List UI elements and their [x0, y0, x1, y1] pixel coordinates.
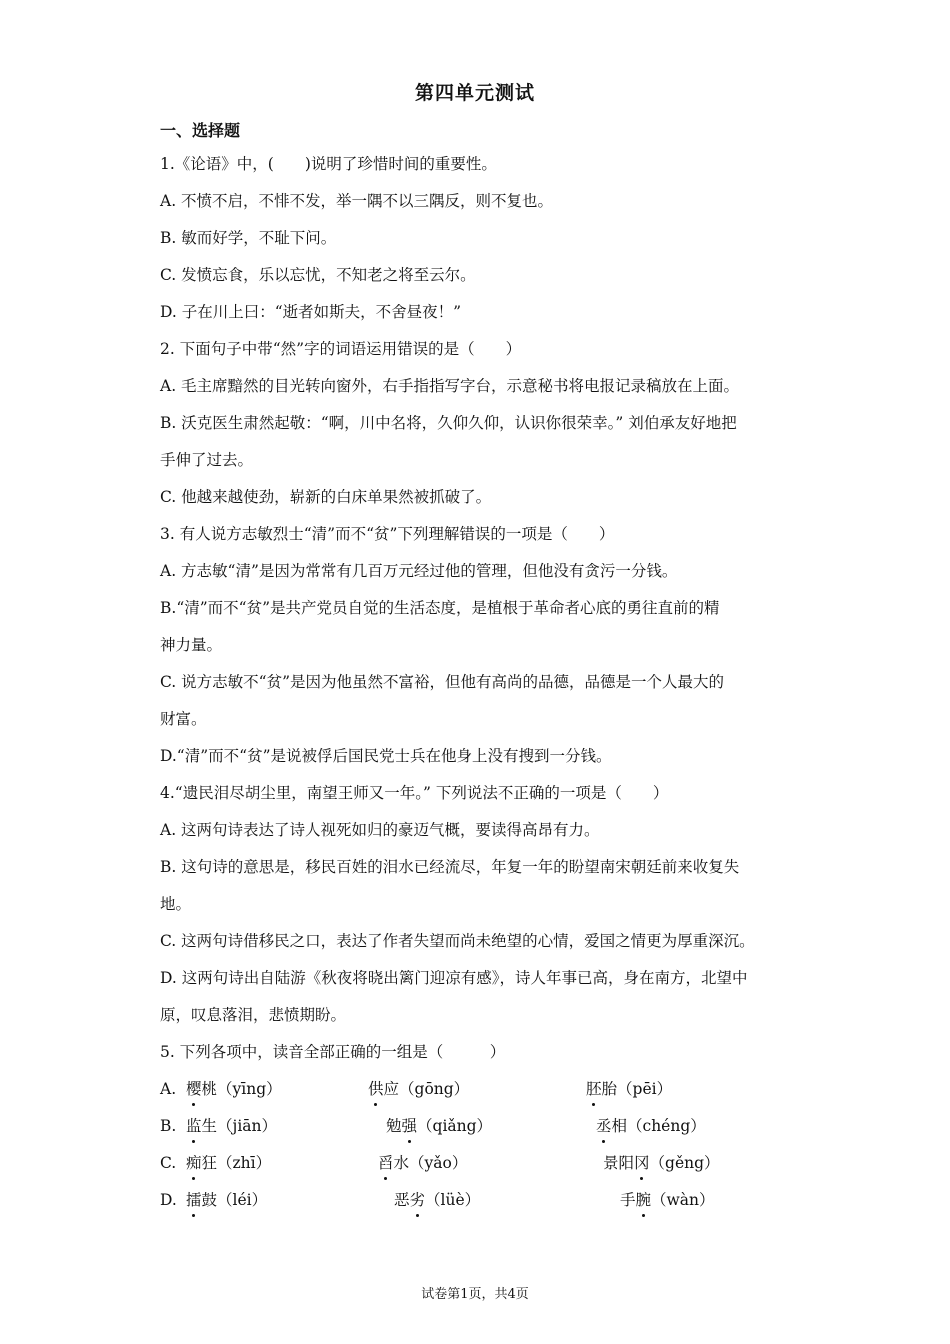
- option-letter: A.: [160, 1080, 177, 1098]
- question-5-option-d: [160, 1182, 800, 1219]
- question-3-option-c: C. 说方志敏不“贫”是因为他虽然不富裕，但他有高尚的品德，品德是一个人最大的: [160, 673, 725, 691]
- dotted-char: 劣: [410, 1182, 426, 1219]
- word-3: [596, 1108, 706, 1145]
- question-3-option-b-cont: 神力量。: [160, 636, 223, 654]
- word-pre: 手: [620, 1191, 636, 1209]
- word-post: 应（gōng）: [383, 1080, 470, 1098]
- dotted-char: 供: [368, 1071, 384, 1108]
- word-post: 狂（zhī）: [201, 1154, 272, 1172]
- word-post: （gěng）: [649, 1154, 720, 1172]
- question-1-option-c: C. 发愤忘食，乐以忘忧，不知老之将至云尔。: [160, 266, 476, 284]
- word-post: （lüè）: [425, 1191, 481, 1209]
- word-1: [186, 1071, 282, 1108]
- question-3-stem: 3. 有人说方志敏烈士“清”而不“贫”下列理解错误的一项是（ ）: [160, 525, 615, 543]
- dotted-char: 擂: [186, 1182, 202, 1219]
- word-pre: 景阳: [603, 1154, 635, 1172]
- question-2-stem: 2. 下面句子中带“然”字的词语运用错误的是（ ）: [160, 340, 522, 358]
- option-letter: C.: [160, 1154, 177, 1172]
- question-2-option-c: C. 他越来越使劲，崭新的白床单果然被抓破了。: [160, 488, 492, 506]
- question-4-option-c: C. 这两句诗借移民之口，表达了作者失望而尚未绝望的心情，爱国之情更为厚重深沉。: [160, 932, 755, 950]
- question-3-option-b: B.“清”而不“贫”是共产党员自觉的生活态度，是植根于革命者心底的勇往直前的精: [160, 599, 720, 617]
- question-5-stem: 5. 下列各项中，读音全部正确的一组是（ ）: [160, 1043, 506, 1061]
- word-2: [368, 1071, 469, 1108]
- word-3: [603, 1145, 720, 1182]
- question-5-option-c: [160, 1145, 800, 1182]
- question-4-stem: 4.“遗民泪尽胡尘里，南望王师又一年。” 下列说法不正确的一项是（ ）: [160, 784, 669, 802]
- question-2-option-b-cont: 手伸了过去。: [160, 451, 254, 469]
- word-1: [186, 1145, 271, 1182]
- word-1: [186, 1182, 267, 1219]
- question-5-option-b: [160, 1108, 800, 1145]
- word-post: 水（yǎo）: [393, 1154, 468, 1172]
- dotted-char: 监: [186, 1108, 202, 1145]
- word-2: [386, 1108, 492, 1145]
- word-post: 鼓（léi）: [201, 1191, 268, 1209]
- word-2: [378, 1145, 467, 1182]
- question-4-option-a: A. 这两句诗表达了诗人视死如归的豪迈气概，要读得高昂有力。: [160, 821, 600, 839]
- question-4-option-b: B. 这句诗的意思是，移民百姓的泪水已经流尽，年复一年的盼望南宋朝廷前来收复失: [160, 858, 740, 876]
- word-post: （wàn）: [651, 1191, 715, 1209]
- page-footer: 试卷第1页，共4页: [421, 1287, 529, 1302]
- word-3: [586, 1071, 672, 1108]
- question-1-stem: 1.《论语》中，( )说明了珍惜时间的重要性。: [160, 155, 497, 173]
- dotted-char: 舀: [378, 1145, 394, 1182]
- word-1: [186, 1108, 277, 1145]
- question-3-option-a: A. 方志敏“清”是因为常常有几百万元经过他的管理，但他没有贪污一分钱。: [160, 562, 678, 580]
- dotted-char: 冈: [634, 1145, 650, 1182]
- question-3-option-c-cont: 财富。: [160, 710, 207, 728]
- option-letter: D.: [160, 1191, 177, 1209]
- word-post: （qiǎng）: [417, 1117, 493, 1135]
- question-2-option-b: B. 沃克医生肃然起敬：“啊，川中名将，久仰久仰，认识你很荣幸。” 刘伯承友好地把: [160, 414, 737, 432]
- question-4-option-b-cont: 地。: [160, 895, 192, 913]
- section-heading: 一、选择题: [160, 121, 241, 140]
- dotted-char: 腕: [636, 1182, 652, 1219]
- word-3: [620, 1182, 715, 1219]
- word-post: 桃（yīng）: [201, 1080, 282, 1098]
- question-1-option-a: A. 不愤不启，不悱不发，举一隅不以三隅反，则不复也。: [160, 192, 554, 210]
- dotted-char: 强: [402, 1108, 418, 1145]
- dotted-char: 樱: [186, 1071, 202, 1108]
- word-post: 生（jiān）: [201, 1117, 278, 1135]
- question-4-option-d-cont: 原，叹息落泪，悲愤期盼。: [160, 1006, 347, 1024]
- question-1-option-d: D. 子在川上曰：“逝者如斯夫，不舍昼夜！”: [160, 303, 462, 321]
- question-1-option-b: B. 敏而好学，不耻下问。: [160, 229, 337, 247]
- option-letter: B.: [160, 1117, 177, 1135]
- dotted-char: 丞: [596, 1108, 612, 1145]
- question-2-option-a: A. 毛主席黯然的目光转向窗外，右手指指写字台，示意秘书将电报记录稿放在上面。: [160, 377, 740, 395]
- dotted-char: 痴: [186, 1145, 202, 1182]
- page-title: 第四单元测试: [414, 82, 535, 104]
- word-post: 胎（pēi）: [601, 1080, 673, 1098]
- dotted-char: 胚: [586, 1071, 602, 1108]
- word-pre: 恶: [394, 1191, 410, 1209]
- word-post: 相（chéng）: [611, 1117, 706, 1135]
- word-2: [394, 1182, 480, 1219]
- question-5-option-a: [160, 1071, 800, 1108]
- question-list: [160, 146, 800, 1219]
- word-pre: 勉: [386, 1117, 402, 1135]
- question-3-option-d: D.“清”而不“贫”是说被俘后国民党士兵在他身上没有搜到一分钱。: [160, 747, 612, 765]
- question-4-option-d: D. 这两句诗出自陆游《秋夜将晓出篱门迎凉有感》，诗人年事已高，身在南方，北望中: [160, 969, 748, 987]
